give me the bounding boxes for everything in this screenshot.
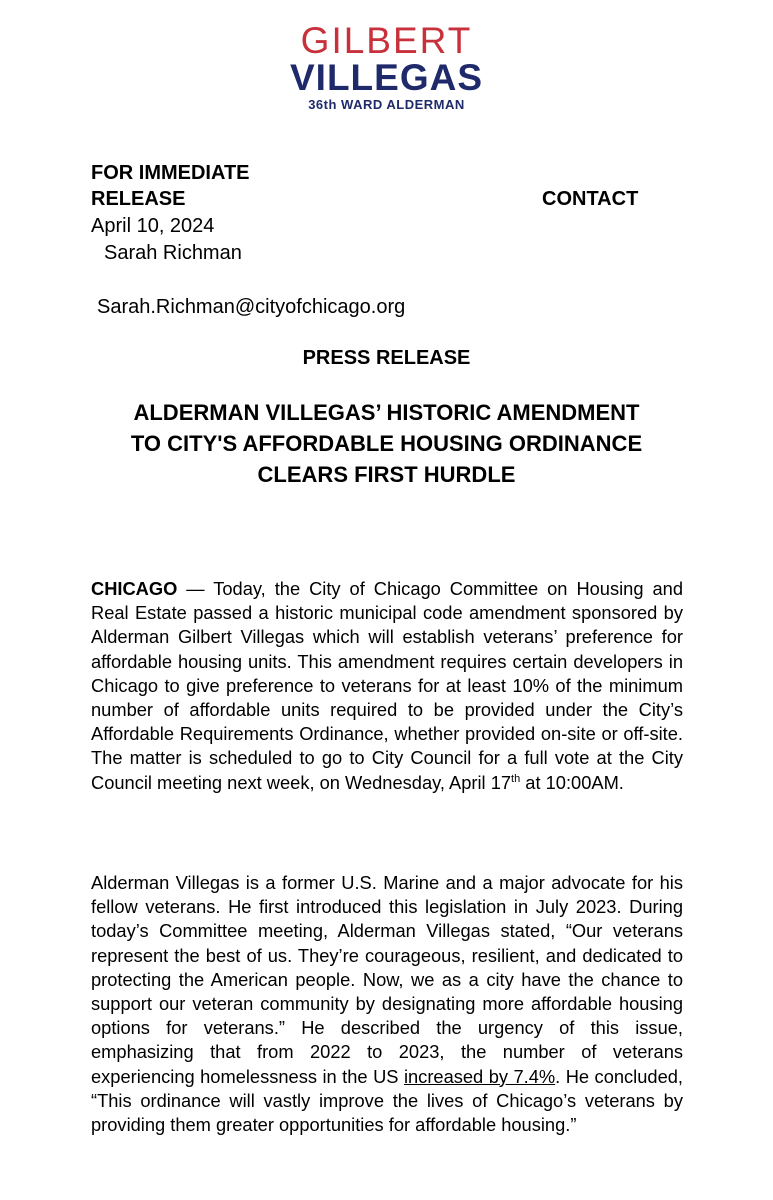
release-date: April 10, 2024	[91, 215, 215, 237]
contact-label: CONTACT	[542, 188, 639, 210]
logo-last-name-text: VILLEGAS	[289, 57, 484, 98]
paragraph-1-text: — Today, the City of Chicago Committee on Housing and Real Estate passed a historic municipal code amendment sponsored by Alderman Gilbert Villegas which will establish veterans’ preference for affordable housing units. This amendment requires certain developers in Chicago to give preference to veterans for at least 10% of the minimum number of affordable units required to be provided under the City’s Affordable Requirements Ordinance, whether provided on-site or off-site. The matter is scheduled to go to City Council for a full vote at the City Council meeting next week, on Wednesday, April 17	[91, 578, 683, 793]
dateline: CHICAGO	[91, 578, 178, 599]
paragraph-1	[91, 577, 683, 795]
paragraph-1-end: at 10:00AM.	[520, 771, 624, 793]
release-line1: FOR IMMEDIATE	[91, 162, 250, 184]
contact-email: Sarah.Richman@cityofchicago.org	[97, 296, 406, 318]
logo	[0, 22, 773, 114]
headline: ALDERMAN VILLEGAS’ HISTORIC AMENDMENT TO CITY'S AFFORDABLE HOUSING ORDINANCE CLEARS FIRST HURDLE	[130, 400, 643, 487]
statistic-link[interactable]: increased by 7.4%	[403, 1065, 556, 1087]
release-line2: RELEASE	[91, 188, 186, 210]
ordinal-suffix: th	[511, 772, 521, 785]
press-release-label: PRESS RELEASE	[302, 347, 471, 369]
contact-name: Sarah Richman	[104, 242, 242, 264]
paragraph-2-text: Alderman Villegas is a former U.S. Marine and a major advocate for his fellow veterans. He first introduced this legislation in July 2023. During today’s Committee meeting, Alderman Villegas stated, “Our veterans represent the best of us. They’re courageous, resilient, and dedicated to protecting the American people. Now, we as a city have the chance to support our veteran community by designating more affordable housing options for veterans.” He described the urgency of this issue, emphasizing that from 2022 to 2023, the number of veterans experiencing homelessness in the US	[91, 872, 683, 1087]
logo-last-name	[0, 57, 773, 98]
paragraph-2-end: . He concluded, “This ordinance will vastly improve the lives of Chicago’s veterans by providing them greater opportunities for affordable housing.”	[91, 1065, 683, 1136]
logo-first-name: GILBERT	[300, 20, 473, 61]
paragraph-2	[91, 871, 683, 1137]
logo-subtitle: 36th WARD ALDERMAN	[308, 97, 465, 112]
